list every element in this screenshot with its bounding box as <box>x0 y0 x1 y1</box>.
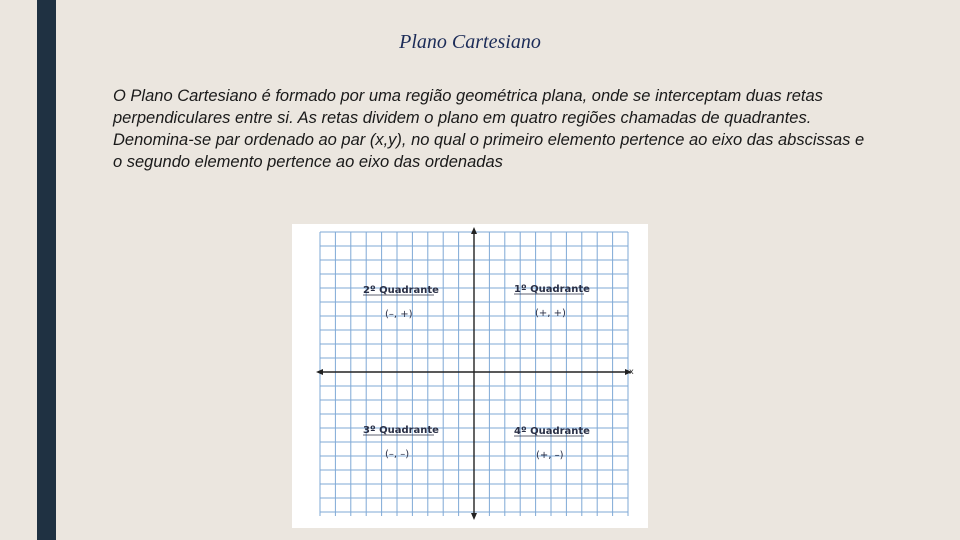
slide-title: Plano Cartesiano <box>399 31 541 53</box>
side-accent-bar <box>37 0 56 540</box>
quadrant-3-title: 3º Quadrante <box>363 425 439 436</box>
quadrant-4-title: 4º Quadrante <box>514 426 590 437</box>
quadrant-4-signs: (+, –) <box>536 450 564 461</box>
slide-body <box>113 85 873 173</box>
quadrant-3-signs: (–, –) <box>385 449 410 460</box>
x-axis-label: x <box>629 367 634 376</box>
y-axis <box>471 227 477 520</box>
quadrant-2-signs: (–, +) <box>385 309 413 320</box>
cartesian-plane-figure <box>292 224 648 528</box>
quadrant-2-title: 2º Quadrante <box>363 285 439 296</box>
quadrant-1-signs: (+, +) <box>535 308 566 319</box>
cartesian-plane-svg <box>292 224 648 528</box>
paragraph-definition: O Plano Cartesiano é formado por uma região geométrica plana, onde se interceptam duas retas perpendiculares entre si. As retas dividem o plano em quatro regiões chamadas de quadrantes. <box>113 87 823 127</box>
paragraph-ordered-pair: Denomina-se par ordenado ao par (x,y), no qual o primeiro elemento pertence ao eixo das abscissas e o segundo elemento pertence ao eixo das ordenadas <box>113 131 865 171</box>
quadrant-1-title: 1º Quadrante <box>514 284 590 295</box>
